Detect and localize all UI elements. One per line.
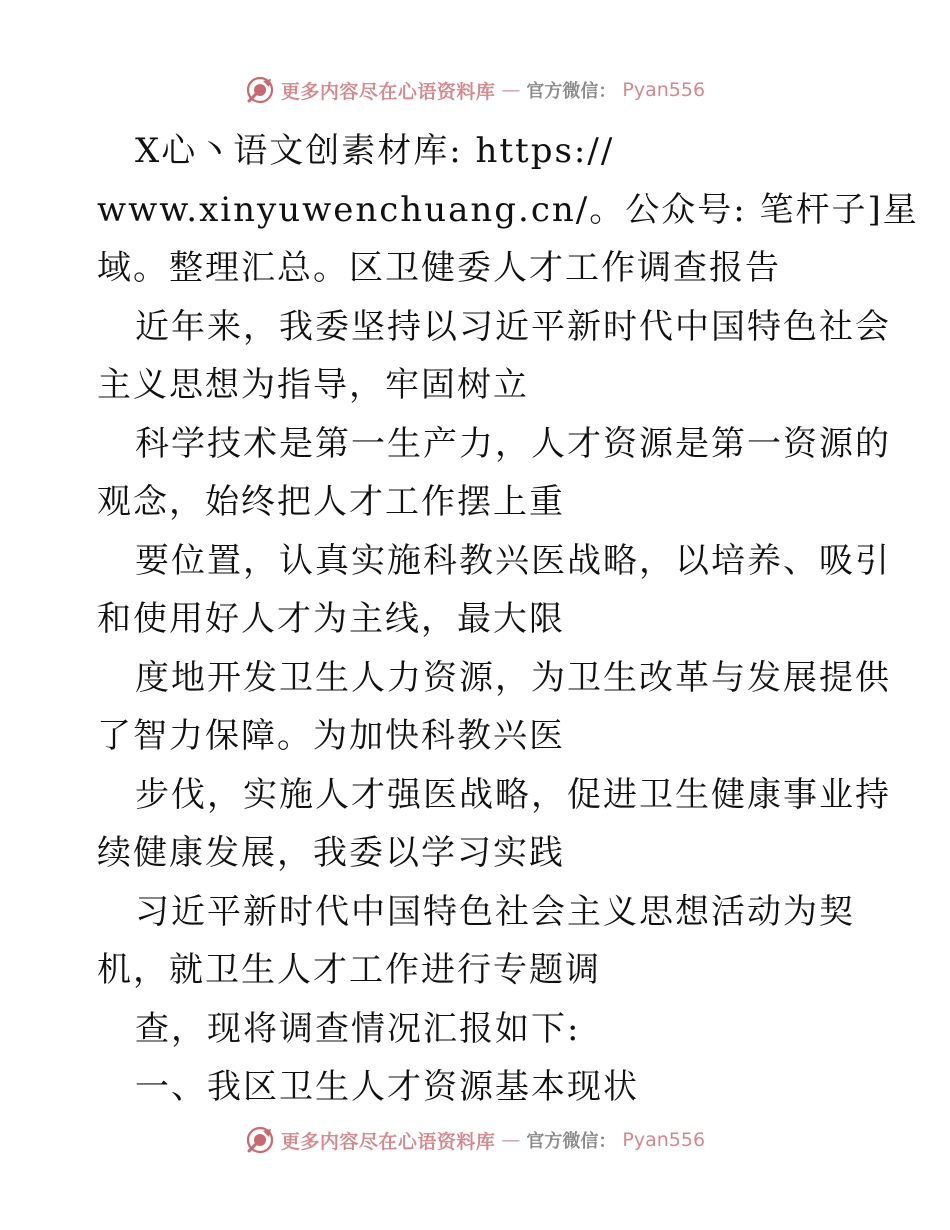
banner-dash: —: [501, 79, 521, 101]
footer-banner: [0, 1122, 950, 1158]
banner-wechat-id: Pyan556: [622, 1129, 706, 1151]
document-line: 近年来，我委坚持以习近平新时代中国特色社会: [135, 306, 891, 347]
banner-wechat-id: Pyan556: [622, 79, 706, 101]
document-line: 习近平新时代中国特色社会主义思想活动为契: [135, 891, 855, 932]
document-line: 步伐，实施人才强医战略，促进卫生健康事业持: [135, 774, 891, 815]
document-line: 了智力保障。为加快科教兴医: [97, 716, 565, 756]
document-line: 机，就卫生人才工作进行专题调: [97, 950, 601, 990]
document-line: 观念，始终把人才工作摆上重: [97, 482, 565, 522]
banner-title: 更多内容尽在心语资料库: [280, 80, 496, 103]
document-line: 度地开发卫生人力资源，为卫生改革与发展提供: [135, 657, 891, 698]
banner-title: 更多内容尽在心语资料库: [280, 1130, 496, 1153]
document-body: [97, 122, 919, 1117]
header-banner: [0, 72, 950, 108]
document-line: 续健康发展，我委以学习实践: [97, 833, 565, 873]
banner-wechat-label: 官方微信：: [526, 81, 617, 102]
document-line: 要位置，认真实施科教兴医战略，以培养、吸引: [135, 540, 891, 581]
banner-dash: —: [501, 1129, 521, 1151]
banner-wechat-label: 官方微信：: [526, 1131, 617, 1152]
document-line: X心丶语文创素材库: https://: [135, 131, 615, 171]
document-line: 域。整理汇总。区卫健委人才工作调查报告: [97, 248, 781, 288]
document-line: www.xinyuwenchuang.cn/。公众号: 笔杆子]星: [97, 189, 919, 230]
pen-circle-logo-icon: [245, 75, 275, 105]
document-line: 科学技术是第一生产力，人才资源是第一资源的: [135, 423, 891, 464]
section-heading: 一、我区卫生人才资源基本现状: [135, 1067, 639, 1107]
document-line: 主义思想为指导，牢固树立: [97, 365, 529, 405]
document-line: 和使用好人才为主线，最大限: [97, 599, 565, 639]
pen-circle-logo-icon: [245, 1125, 275, 1155]
document-line: 查，现将调查情况汇报如下:: [135, 1008, 581, 1049]
